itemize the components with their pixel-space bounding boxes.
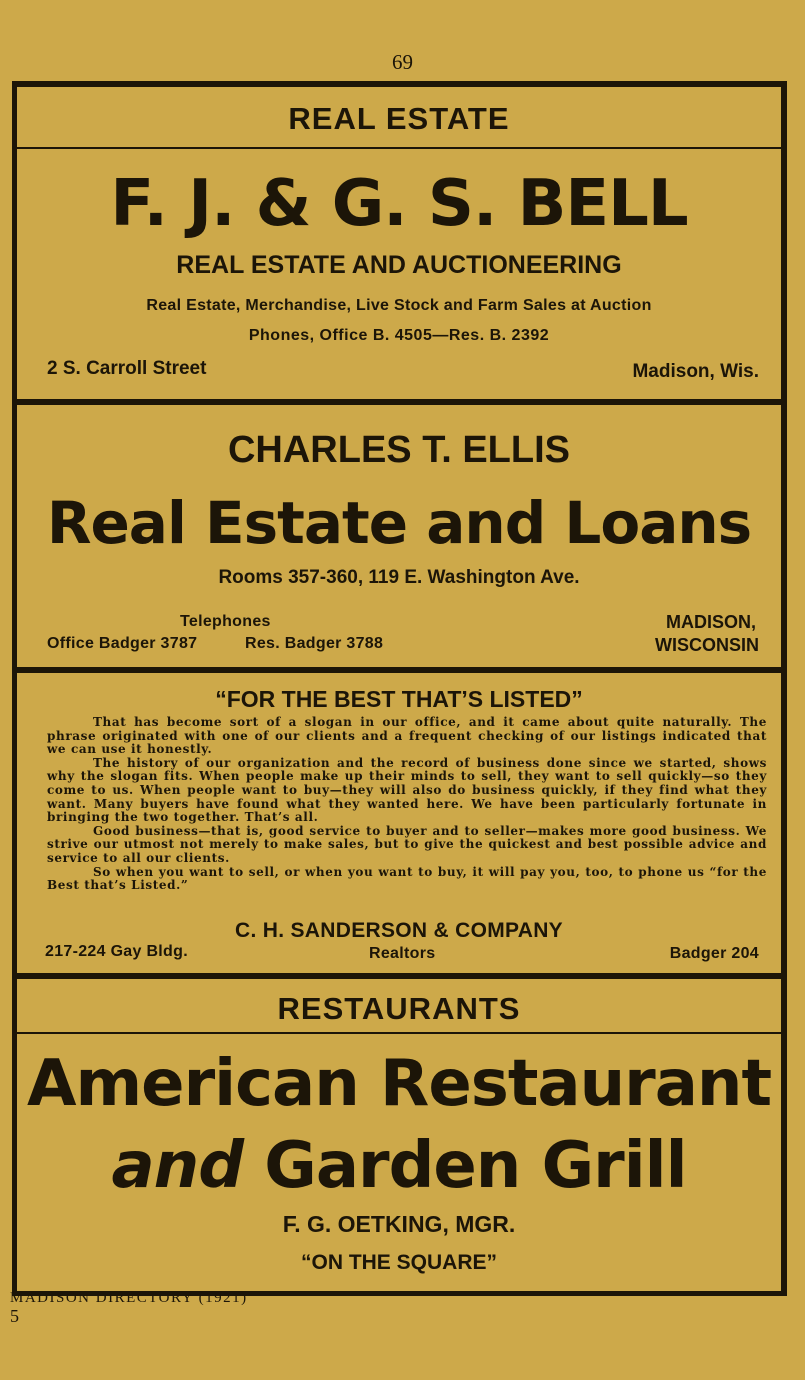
bell-phones: Phones, Office B. 4505—Res. B. 2392 [248, 327, 550, 344]
ellis-name: CHARLES T. ELLIS [227, 429, 571, 471]
section-heading-restaurants: RESTAURANTS [277, 991, 521, 1026]
bell-services: Real Estate, Merchandise, Live Stock and Farm Sales at Auction [146, 297, 652, 314]
sanderson-phone: Badger 204 [669, 945, 759, 962]
ellis-rooms: Rooms 357-360, 119 E. Washington Ave. [218, 567, 580, 588]
ellis-title: Real Estate and Loans [46, 489, 752, 557]
body-paragraph: Good business—that is, good service to buyer and to seller—makes more good business. We strive our utmost not merely to make sales, but to give the quickest and best possible advice and service to all our clients. [47, 823, 767, 865]
bell-address: 2 S. Carroll Street [47, 358, 207, 379]
divider [17, 667, 781, 673]
ellis-city-line2: WISCONSIN [654, 635, 759, 655]
american-line1: American Restaurant [26, 1047, 772, 1121]
bell-subtitle: REAL ESTATE AND AUCTIONEERING [176, 251, 622, 279]
sanderson-address: 217-224 Gay Bldg. [45, 943, 188, 960]
body-paragraph: That has become sort of a slogan in our office, and it came about quite naturally. The phrase originated with one of our clients and a frequent checking of our listings indicated that we can use it honestly. [47, 715, 767, 757]
american-manager: F. G. OETKING, MGR. [282, 1211, 516, 1237]
bell-city: Madison, Wis. [632, 361, 759, 382]
bell-name: F. J. & G. S. BELL [110, 167, 688, 241]
body-paragraph: The history of our organization and the record of business done since we started, shows why the slogan fits. When people make up their minds to sell, they want to sell quickly—so they come to us. When people want to buy—they will also do business quickly, if they find what they want. Many buyers have found what they wanted here. We have been particularly fortunate in bringing the two together. That’s all. [47, 755, 767, 825]
american-line2 [17, 1129, 781, 1203]
page-frame [12, 81, 787, 1296]
divider [17, 147, 781, 149]
american-garden-grill: Garden Grill [243, 1129, 687, 1203]
sanderson-slogan: “FOR THE BEST THAT’S LISTED” [215, 686, 583, 712]
ellis-telephones-label: Telephones [180, 613, 271, 630]
divider [17, 973, 781, 979]
section-heading-real-estate: REAL ESTATE [288, 101, 510, 136]
divider [17, 399, 781, 405]
signature-number: 5 [10, 1306, 19, 1326]
ellis-residence-phone: Res. Badger 3788 [245, 635, 384, 652]
ellis-city-line1: MADISON, [666, 612, 756, 632]
american-location: “ON THE SQUARE” [300, 1251, 497, 1274]
page-number: 69 [392, 50, 413, 74]
divider [17, 1032, 781, 1034]
american-and: and [111, 1129, 244, 1203]
body-paragraph: So when you want to sell, or when you want to buy, it will pay you, too, to phone us “for the Best that’s Listed.” [47, 864, 767, 893]
sanderson-company: C. H. SANDERSON & COMPANY [235, 919, 563, 942]
ellis-office-phone: Office Badger 3787 [47, 635, 198, 652]
directory-note: MADISON DIRECTORY (1921) [10, 1290, 248, 1306]
sanderson-role: Realtors [369, 945, 436, 962]
sanderson-body [47, 716, 767, 893]
